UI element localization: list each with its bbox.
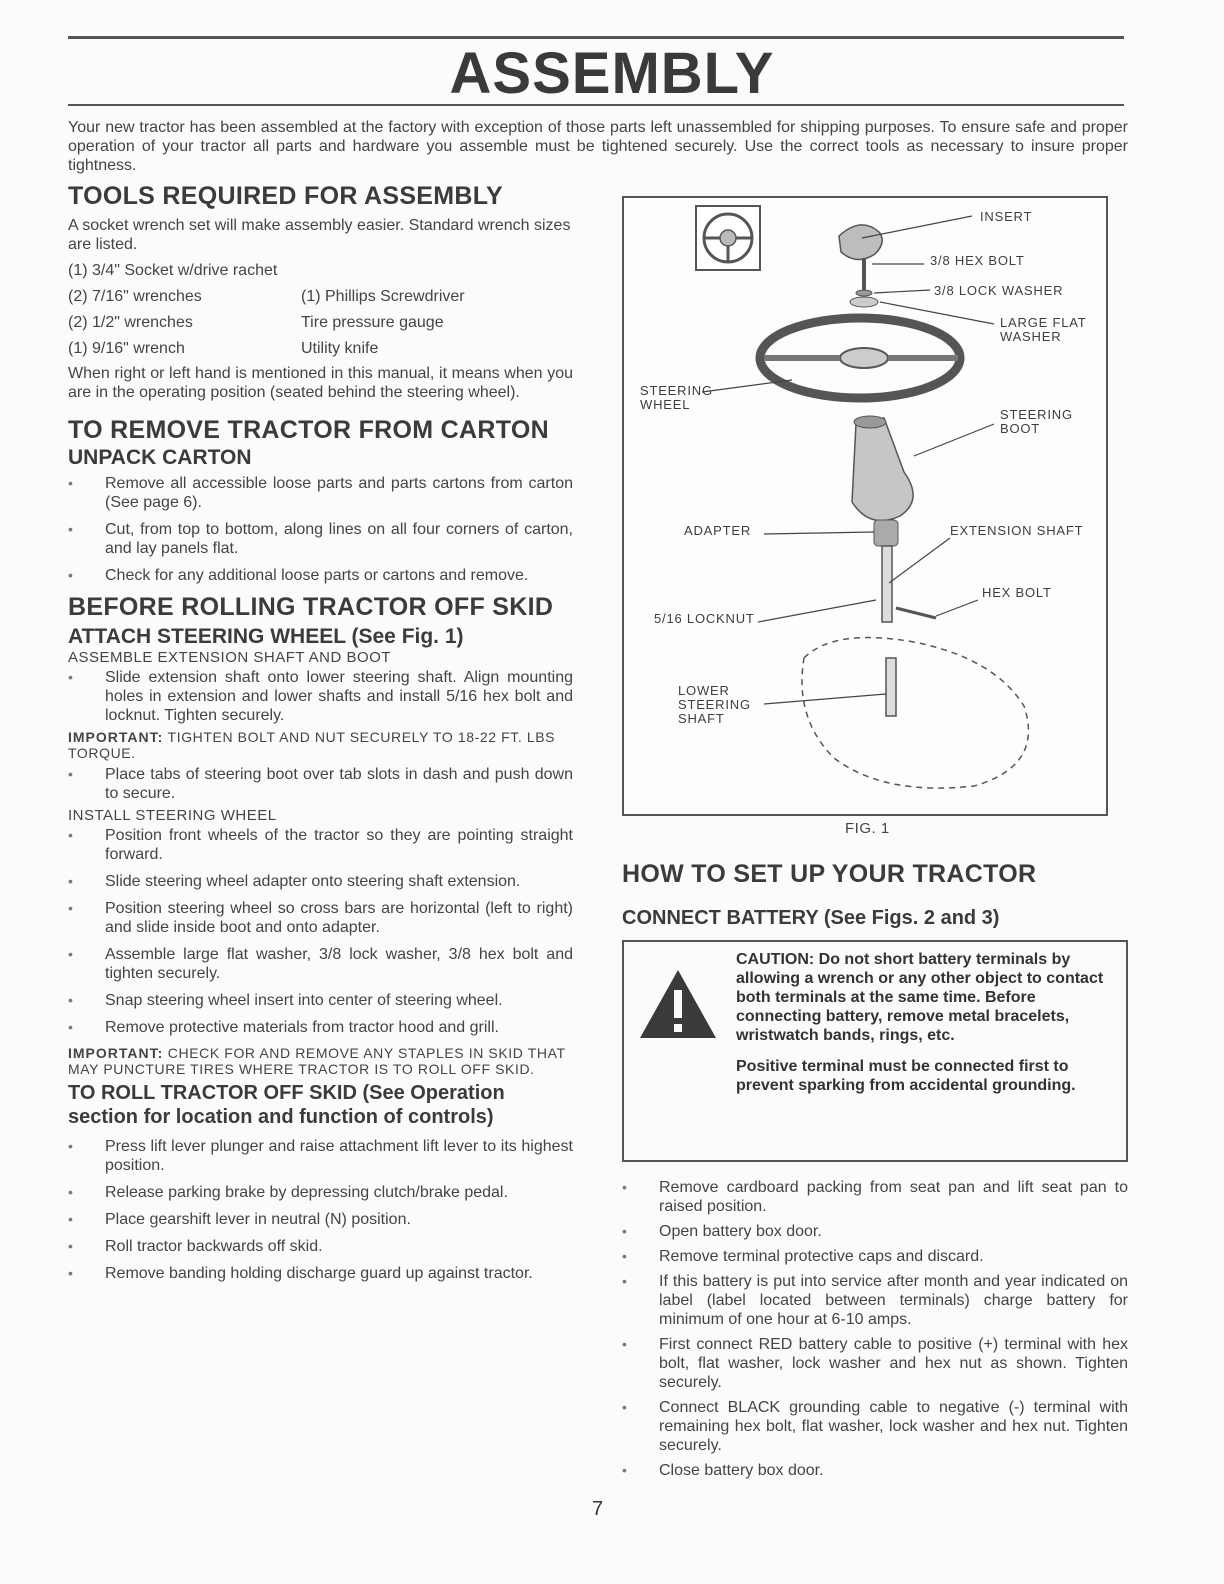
- assemble-list: [68, 668, 573, 725]
- left-column: [68, 182, 573, 1291]
- tools-intro: A socket wrench set will make assembly easier. Standard wrench sizes are listed.: [68, 217, 571, 253]
- label-steering-boot: STEERING BOOT: [1000, 407, 1073, 436]
- label-insert: INSERT: [980, 209, 1033, 224]
- tools-list: [68, 258, 573, 362]
- boot-top: [854, 416, 886, 428]
- figure-1: [622, 196, 1108, 816]
- caution-text: CAUTION: Do not short battery terminals by allowing a wrench or any other object to contact both terminals at the same time. Before connecting battery, remove metal bracelets, wristwatch bands, rings, etc.: [736, 951, 1104, 1044]
- tool-left: (2) 1/2" wrenches: [68, 314, 193, 331]
- intro-paragraph: Your new tractor has been assembled at the factory with exception of those parts left unassembled for shipping purposes. To ensure safe and proper operation of your tractor all parts and hardware you assemble must be tightened securely. Use the correct tools as necessary to insure proper tightness.: [68, 119, 1128, 174]
- positive-terminal-text: Positive terminal must be connected first to prevent sparking from accidental grounding.: [736, 1058, 1076, 1094]
- tools-row: [68, 258, 573, 284]
- tools-row: [68, 310, 573, 336]
- list-item: • Open battery box door.: [622, 1222, 1128, 1241]
- list-item: • Position steering wheel so cross bars are horizontal (left to right) and slide inside boot and onto adapter.: [68, 899, 573, 937]
- top-rule: [68, 36, 1124, 39]
- label-extension-shaft: EXTENSION SHAFT: [950, 523, 1084, 538]
- roll-list: [68, 1137, 573, 1283]
- label-large-flat-washer: LARGE FLAT WASHER: [1000, 315, 1087, 344]
- tool-right: Tire pressure gauge: [301, 314, 444, 331]
- list-item: • Remove cardboard packing from seat pan and lift seat pan to raised position.: [622, 1178, 1128, 1216]
- tool-left: (1) 9/16" wrench: [68, 340, 185, 357]
- list-item: • Snap steering wheel insert into center of steering wheel.: [68, 991, 573, 1010]
- list-item: • Position front wheels of the tractor so they are pointing straight forward.: [68, 826, 573, 864]
- important-text: CHECK FOR AND REMOVE ANY STAPLES IN SKID THAT MAY PUNCTURE TIRES WHERE TRACTOR IS TO ROLL OFF SKID.: [68, 1045, 566, 1077]
- list-item: • Place tabs of steering boot over tab slots in dash and push down to secure.: [68, 765, 573, 803]
- list-item: • Press lift lever plunger and raise attachment lift lever to its highest position.: [68, 1137, 573, 1175]
- leader-line: [936, 600, 978, 616]
- list-item: • Remove all accessible loose parts and parts cartons from carton (See page 6).: [68, 474, 573, 512]
- list-item: • Slide extension shaft onto lower steering shaft. Align mounting holes in extension and lower shafts and install 5/16 hex bolt and locknut. Tighten securely.: [68, 668, 573, 725]
- leader-line: [889, 538, 950, 583]
- tool-right: (1) Phillips Screwdriver: [301, 288, 465, 305]
- important-text: TIGHTEN BOLT AND NUT SECURELY TO 18-22 FT. LBS TORQUE.: [68, 729, 556, 761]
- warning-icon: [638, 968, 718, 1040]
- list-item: • Slide steering wheel adapter onto steering shaft extension.: [68, 872, 573, 891]
- tool-left: (2) 7/16" wrenches: [68, 288, 202, 305]
- extension-shaft-part: [882, 546, 892, 622]
- battery-heading: CONNECT BATTERY (See Figs. 2 and 3): [622, 907, 1000, 929]
- install-list: [68, 826, 573, 1037]
- unpack-heading: UNPACK CARTON: [68, 446, 252, 469]
- caution-box: [622, 940, 1128, 1162]
- roll-heading: TO ROLL TRACTOR OFF SKID (See Operation section for location and function of controls): [68, 1082, 505, 1128]
- list-item: • Remove banding holding discharge guard up against tractor.: [68, 1264, 573, 1283]
- leader-line: [764, 694, 886, 704]
- list-item: • First connect RED battery cable to positive (+) terminal with hex bolt, flat washer, lock washer and hex nut as shown. Tighten securely.: [622, 1335, 1128, 1392]
- tool-left: (1) 3/4" Socket w/drive rachet: [68, 262, 278, 279]
- tools-row: [68, 336, 573, 362]
- adapter-part: [874, 520, 898, 546]
- tool-right: Utility knife: [301, 340, 379, 357]
- insert-part: [839, 225, 882, 260]
- page-number: 7: [592, 1498, 604, 1520]
- label-steering-wheel: STEERING WHEEL: [640, 383, 713, 412]
- list-item: • Roll tractor backwards off skid.: [68, 1237, 573, 1256]
- tools-heading: TOOLS REQUIRED FOR ASSEMBLY: [68, 182, 504, 210]
- unpack-list: [68, 474, 573, 585]
- label-hex-bolt: HEX BOLT: [982, 585, 1052, 600]
- boot-list: [68, 765, 573, 803]
- leader-line: [874, 290, 930, 293]
- setup-heading: HOW TO SET UP YOUR TRACTOR: [622, 860, 1037, 888]
- label-adapter: ADAPTER: [684, 523, 752, 538]
- leader-line: [862, 216, 972, 238]
- leader-line: [914, 424, 994, 456]
- list-item: • Cut, from top to bottom, along lines on all four corners of carton, and lay panels flat.: [68, 520, 573, 558]
- assemble-heading: ASSEMBLE EXTENSION SHAFT AND BOOT: [68, 649, 391, 666]
- before-heading: BEFORE ROLLING TRACTOR OFF SKID: [68, 593, 554, 621]
- tractor-housing: [802, 638, 1028, 789]
- figure-caption: FIG. 1: [845, 820, 890, 837]
- boot-part: [852, 418, 913, 521]
- important-torque: [68, 729, 573, 761]
- steering-wheel-hub: [840, 348, 888, 368]
- leader-line: [764, 532, 874, 534]
- title-rule: [68, 104, 1124, 106]
- list-item: • Release parking brake by depressing clutch/brake pedal.: [68, 1183, 573, 1202]
- hand-note: When right or left hand is mentioned in this manual, it means when you are in the operating position (seated behind the steering wheel).: [68, 365, 573, 401]
- list-item: • Remove terminal protective caps and discard.: [622, 1247, 1128, 1266]
- lock-washer-part: [856, 290, 872, 296]
- install-heading: INSTALL STEERING WHEEL: [68, 807, 277, 824]
- label-lock-washer-38: 3/8 LOCK WASHER: [934, 283, 1064, 298]
- page-title: ASSEMBLY: [449, 41, 775, 106]
- leader-line: [758, 600, 876, 622]
- list-item: • Assemble large flat washer, 3/8 lock washer, 3/8 hex bolt and tighten securely.: [68, 945, 573, 983]
- hex-bolt-part: [896, 608, 936, 618]
- list-item: • If this battery is put into service after month and year indicated on label (label located between terminals) charge battery for minimum of one hour at 6-10 amps.: [622, 1272, 1128, 1329]
- important-staples: [68, 1045, 573, 1077]
- inset-hub: [720, 230, 736, 246]
- label-hex-bolt-38: 3/8 HEX BOLT: [930, 253, 1025, 268]
- right-column: [622, 860, 1128, 1484]
- list-item: • Place gearshift lever in neutral (N) position.: [68, 1210, 573, 1229]
- attach-heading: ATTACH STEERING WHEEL (See Fig. 1): [68, 625, 464, 648]
- label-lower-steering-shaft: LOWER STEERING SHAFT: [678, 683, 751, 726]
- label-locknut: 5/16 LOCKNUT: [654, 611, 755, 626]
- important-label: IMPORTANT:: [68, 1045, 164, 1061]
- tools-row: [68, 284, 573, 310]
- flat-washer-part: [850, 297, 878, 307]
- list-item: • Remove protective materials from tractor hood and grill.: [68, 1018, 573, 1037]
- battery-list: [622, 1178, 1128, 1480]
- lower-shaft-part: [886, 658, 896, 716]
- list-item: • Check for any additional loose parts or cartons and remove.: [68, 566, 573, 585]
- list-item: • Connect BLACK grounding cable to negative (-) terminal with remaining hex bolt, flat washer, lock washer and hex nut. Tighten securely.: [622, 1398, 1128, 1455]
- remove-heading: TO REMOVE TRACTOR FROM CARTON: [68, 416, 549, 444]
- list-item: • Close battery box door.: [622, 1461, 1128, 1480]
- important-label: IMPORTANT:: [68, 729, 164, 745]
